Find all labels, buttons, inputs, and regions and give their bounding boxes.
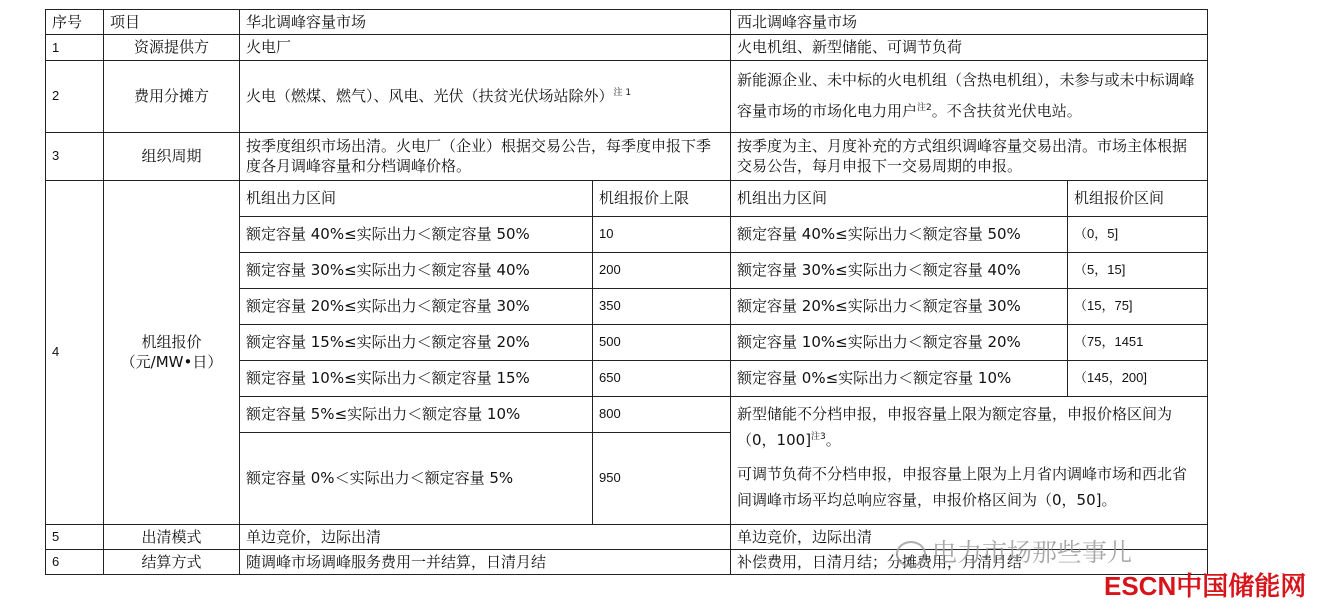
table-row <box>46 132 1208 180</box>
northwest-tier-price: （75，1451 <box>1068 324 1208 360</box>
escn-logo <box>1104 566 1306 603</box>
watermark-text: 电力市场那些事儿 <box>932 538 1133 567</box>
footnote-marker: 注 1 <box>613 87 632 98</box>
northwest-cell-text: 新能源企业、未中标的火电机组（含热电机组），未参与或未中标调峰容量市场的市场化电力用户 <box>737 70 1195 120</box>
northwest-tier-price: （145，200] <box>1068 360 1208 396</box>
north-tier-price: 800 <box>593 396 731 432</box>
wechat-icon <box>896 541 926 567</box>
row-item: 费用分摊方 <box>104 60 240 132</box>
north-tier-price: 650 <box>593 360 731 396</box>
north-tier-range: 额定容量 0%＜实际出力＜额定容量 5% <box>240 432 593 524</box>
north-tier-range: 额定容量 10%≤实际出力＜额定容量 15% <box>240 360 593 396</box>
northwest-tier-range: 额定容量 20%≤实际出力＜额定容量 30% <box>731 288 1068 324</box>
northwest-cell: 补偿费用，日清月结；分摊费用，月清月结 <box>731 549 1208 574</box>
row-item: 出清模式 <box>104 524 240 549</box>
northwest-tier-price: （15，75] <box>1068 288 1208 324</box>
northwest-tier-range: 额定容量 30%≤实际出力＜额定容量 40% <box>731 252 1068 288</box>
storage-text-tail: 。 <box>825 430 841 449</box>
north-tier-price: 950 <box>593 432 731 524</box>
logo-en: ESCN <box>1104 571 1177 601</box>
row-seq: 5 <box>46 524 104 549</box>
northwest-tier-price: （5，15] <box>1068 252 1208 288</box>
north-col-price-header: 机组报价上限 <box>593 180 731 216</box>
north-tier-range: 额定容量 20%≤实际出力＜额定容量 30% <box>240 288 593 324</box>
northwest-cell <box>731 60 1208 132</box>
northwest-col-price-header: 机组报价区间 <box>1068 180 1208 216</box>
row-seq: 6 <box>46 549 104 574</box>
northwest-tier-range: 额定容量 40%≤实际出力＜额定容量 50% <box>731 216 1068 252</box>
north-col-range-header: 机组出力区间 <box>240 180 593 216</box>
north-tier-price: 350 <box>593 288 731 324</box>
footnote-marker: 注3 <box>811 431 826 442</box>
row-item-line1: 机组报价 <box>141 332 202 351</box>
storage-text-wrap <box>737 401 1201 454</box>
row-seq: 4 <box>46 180 104 524</box>
price-subheader-row <box>46 180 1208 216</box>
storage-text: 新型储能不分档申报，申报容量上限为额定容量，申报价格区间为（0，100] <box>737 404 1173 449</box>
northwest-cell-text-tail: 。不含扶贫光伏电站。 <box>931 102 1082 120</box>
row-seq: 3 <box>46 132 104 180</box>
row-item: 组织周期 <box>104 132 240 180</box>
north-tier-range: 额定容量 30%≤实际出力＜额定容量 40% <box>240 252 593 288</box>
row-item: 结算方式 <box>104 549 240 574</box>
north-tier-price: 200 <box>593 252 731 288</box>
north-cell: 按季度组织市场出清。火电厂（企业）根据交易公告，每季度申报下季度各月调峰容量和分档调峰价格。 <box>240 132 731 180</box>
northwest-tier-range: 额定容量 0%≤实际出力＜额定容量 10% <box>731 360 1068 396</box>
header-north: 华北调峰容量市场 <box>240 10 731 35</box>
northwest-col-range-header: 机组出力区间 <box>731 180 1068 216</box>
row-seq: 1 <box>46 35 104 60</box>
row-item <box>104 180 240 524</box>
header-item: 项目 <box>104 10 240 35</box>
northwest-tier-range: 额定容量 10%≤实际出力＜额定容量 20% <box>731 324 1068 360</box>
northwest-tier-price: （0，5] <box>1068 216 1208 252</box>
header-northwest: 西北调峰容量市场 <box>731 10 1208 35</box>
row-item: 资源提供方 <box>104 35 240 60</box>
north-cell: 随调峰市场调峰服务费用一并结算，日清月结 <box>240 549 731 574</box>
north-tier-range: 额定容量 15%≤实际出力＜额定容量 20% <box>240 324 593 360</box>
logo-cn: 中国储能网 <box>1176 572 1307 602</box>
northwest-cell: 单边竞价，边际出清 <box>731 524 1208 549</box>
northwest-cell: 按季度为主、月度补充的方式组织调峰容量交易出清。市场主体根据交易公告，每月申报下一交易周期的申报。 <box>731 132 1208 180</box>
row-item-line2: （元/MW•日） <box>120 353 223 371</box>
load-text: 可调节负荷不分档申报，申报容量上限为上月省内调峰市场和西北省间调峰市场平均总响应容量，申报价格区间为（0，50]。 <box>737 465 1188 510</box>
header-row <box>46 10 1208 35</box>
table-row <box>46 35 1208 60</box>
table-row <box>46 60 1208 132</box>
market-comparison-table <box>45 9 1208 575</box>
north-cell: 单边竞价，边际出清 <box>240 524 731 549</box>
northwest-cell: 火电机组、新型储能、可调节负荷 <box>731 35 1208 60</box>
footnote-marker: 注2 <box>917 103 932 113</box>
watermark <box>896 533 1132 569</box>
north-tier-range: 额定容量 5%≤实际出力＜额定容量 10% <box>240 396 593 432</box>
north-tier-price: 10 <box>593 216 731 252</box>
northwest-storage-load-cell <box>731 396 1208 524</box>
north-cell: 火电厂 <box>240 35 731 60</box>
row-seq: 2 <box>46 60 104 132</box>
north-cell-text: 火电（燃煤、燃气）、风电、光伏（扶贫光伏场站除外） <box>246 86 614 105</box>
north-cell <box>240 60 731 132</box>
header-seq: 序号 <box>46 10 104 35</box>
north-tier-range: 额定容量 40%≤实际出力＜额定容量 50% <box>240 216 593 252</box>
north-tier-price: 500 <box>593 324 731 360</box>
